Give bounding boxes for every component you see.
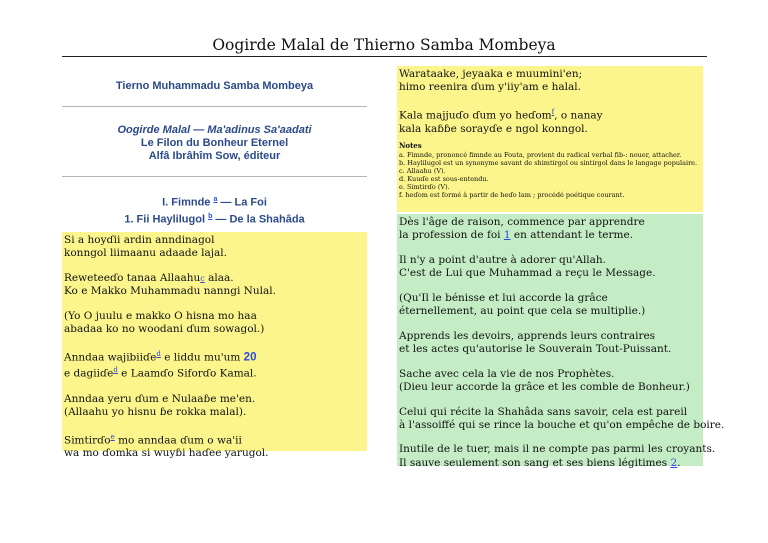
verse-line: [64, 364, 367, 381]
translation-verse: [399, 254, 703, 280]
verse-text: mo anndaa ɗum o wa'ii: [114, 434, 242, 447]
section-heading: [62, 193, 367, 226]
translation-line: à l'assoiffé qui se rince la bouche et qu'on empêche de boire.: [399, 418, 725, 431]
work-heading: [62, 124, 367, 163]
verse: [64, 234, 367, 260]
translation-line: C'est de Lui que Muhammad a reçu le Message.: [399, 267, 656, 280]
translation-line: Inutile de le tuer, mais il ne compte pas parmi les croyants.: [399, 443, 716, 456]
work-subtitle: Le Filon du Bonheur Eternel: [140, 137, 289, 149]
translation-line: [399, 229, 703, 242]
page-title: Oogirde Malal de Thierno Samba Mombeya: [212, 36, 556, 54]
translation-verse: [399, 216, 703, 242]
section-title-2-suffix: — De la Shahâda: [212, 213, 305, 226]
note-e: e. Simtirɗo (V).: [399, 182, 450, 191]
verse-text: Anndaa wajibiiɗe: [64, 351, 157, 364]
footnote-link-d[interactable]: d: [113, 366, 118, 375]
translation-verse: [399, 368, 703, 394]
section-title-1-text: I. Fimnde: [162, 196, 214, 209]
translation-verse: [399, 330, 703, 356]
section-title-1-suffix: — La Foi: [217, 196, 267, 209]
pulaar-verses-left: [62, 232, 367, 460]
verse-line: [64, 431, 367, 448]
verse-text: Reweteeɗo tanaa Allaahu: [64, 271, 201, 284]
section-title-2: [62, 210, 367, 227]
verse-line: wa mo ɗomka si wuyɓi haɗee yarugol.: [64, 447, 269, 460]
verse-line: konngol liimaanu adaade lajal.: [64, 247, 227, 260]
verse-line: [64, 348, 367, 365]
footnote-link-2[interactable]: 2: [670, 456, 678, 469]
header-divider-bottom: [62, 176, 367, 177]
verse-line: [399, 106, 703, 123]
verse: [64, 393, 367, 419]
verse-line: [64, 272, 367, 285]
french-translation: [397, 214, 725, 469]
title-divider: [62, 56, 707, 57]
footnote-link-a[interactable]: a: [213, 196, 218, 203]
translation-line: Dès l'âge de raison, commence par apprendre: [399, 216, 645, 228]
translation-text: Il sauve seulement son sang et ses biens légitimes: [399, 456, 671, 469]
verse-text: alaa.: [204, 271, 234, 284]
translation-text: la profession de foi: [399, 229, 504, 242]
verse-text: e liddu mu'um: [160, 351, 244, 364]
work-editor: Alfâ Ibrâhîm Sow, éditeur: [148, 150, 281, 162]
translation-text: en attendant le terme.: [510, 229, 634, 242]
footnote-link-1[interactable]: 1: [503, 229, 511, 242]
note-f: f. heɗom est formé à partir de heɗo lam ; procédé poétique courant.: [399, 190, 625, 199]
footnote-link-f[interactable]: f: [551, 107, 555, 116]
verse-line: himo reenira ɗum y'iiy'am e halal.: [399, 81, 581, 94]
verse: [64, 310, 367, 336]
translation-line: [399, 457, 703, 470]
translation-line: (Dieu leur accorde la grâce et les comble de Bonheur.): [399, 380, 690, 393]
footnote-link-d[interactable]: d: [156, 349, 161, 358]
verse: [64, 272, 367, 298]
footnote-link-e[interactable]: e: [110, 432, 115, 441]
verse: [64, 348, 367, 381]
verse-text: Simtirɗo: [64, 434, 111, 447]
translation-line: et les actes qu'autorise le Souverain Tout-Puissant.: [399, 342, 672, 355]
verse-line: Ko e Makko Muhammadu nanngi Nulal.: [64, 285, 276, 298]
translation-text: .: [677, 456, 681, 469]
verse-line: kala kaɓɓe sorayɗe e ngol konngol.: [399, 122, 588, 135]
translation-verse: [399, 405, 725, 432]
note-c: c. Allaahu (V).: [399, 166, 446, 175]
pulaar-verses-right: [397, 66, 703, 212]
note-a: a. Fimnde, prononcé fimnde au Fouta, provient du radical verbal fib-: nouer, attacher.: [399, 150, 682, 159]
translation-line: Celui qui récite la Shahâda sans savoir, cela est pareil: [399, 405, 688, 418]
note-d: d. Kuuɗe est sous-entendu.: [399, 174, 489, 183]
verse-line: abadaa ko no woodani ɗum sowagol.): [64, 323, 265, 336]
author-heading: Tierno Muhammadu Samba Mombeya: [115, 80, 314, 92]
notes-title: Notes: [399, 140, 422, 150]
footnote-link-c[interactable]: c: [200, 273, 205, 283]
footnote-link-b[interactable]: b: [208, 212, 213, 220]
verse-line: Warataake, jeyaaka e muumini'en;: [399, 68, 583, 80]
translation-line: (Qu'Il le bénisse et lui accorde la grâce: [399, 291, 608, 304]
translation-line: Apprends les devoirs, apprends leurs contraires: [399, 329, 656, 342]
translation-line: Sache avec cela la vie de nos Prophètes.: [399, 367, 615, 380]
verse: [64, 431, 367, 461]
notes-block: [399, 142, 703, 199]
section-title-2-text: 1. Fii Haylilugol: [124, 213, 209, 226]
translation-line: Il n'y a point d'autre à adorer qu'Allah.: [399, 253, 607, 266]
verse-text: , o nanay: [554, 109, 603, 122]
verse-line: (Yo O juulu e makko O hisna mo haa: [64, 309, 257, 322]
verse-line: Anndaa yeru ɗum e Nulaaɓe me'en.: [64, 392, 256, 405]
count-20: 20: [243, 351, 257, 364]
verse: [399, 68, 703, 94]
verse-line: Si a hoyɗii ardin anndinagol: [64, 234, 215, 246]
verse: [399, 106, 703, 136]
verse-line: (Allaahu yo hisnu ɓe rokka malal).: [64, 405, 247, 418]
section-title-1: [62, 193, 367, 210]
translation-verse: [399, 443, 716, 469]
verse-text: Kala majjuɗo ɗum yo heɗom: [399, 109, 552, 122]
header-divider-top: [62, 106, 367, 107]
note-b: b. Haylilugol est un synonyme savant de shimtirgol ou sintirgol dans le langage populaire.: [399, 158, 698, 167]
verse-text: e dagiiɗe: [64, 367, 114, 380]
translation-verse: [399, 292, 703, 318]
translation-line: éternellement, au point que cela se multiplie.): [399, 305, 646, 318]
verse-text: e Laamɗo Siforɗo Kamal.: [117, 367, 257, 380]
work-title: Oogirde Malal — Ma'adinus Sa'aadati: [117, 124, 312, 136]
